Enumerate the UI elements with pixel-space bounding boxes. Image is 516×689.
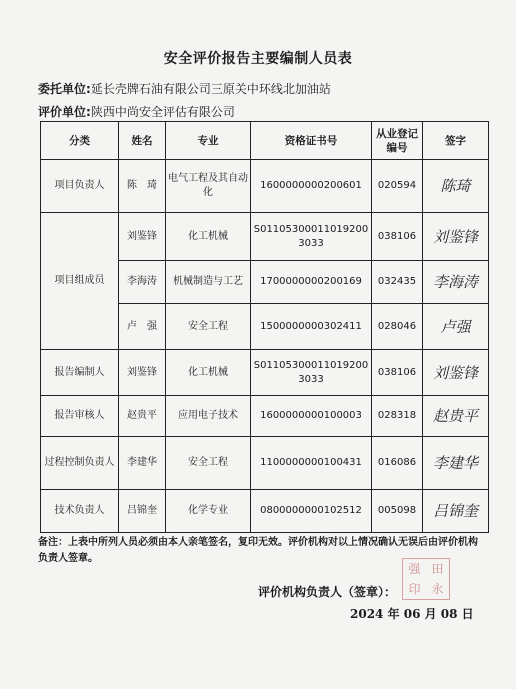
row-cert: 1700000000200169 xyxy=(251,261,372,304)
row-name: 刘鉴锋 xyxy=(119,213,166,261)
row-cert: 1500000000302411 xyxy=(251,304,372,350)
evaluator-line xyxy=(38,103,235,120)
row-signature: 赵贵平 xyxy=(423,396,489,437)
header-reg: 从业登记编号 xyxy=(372,122,423,160)
row-signature: 陈琦 xyxy=(423,160,489,213)
responsible-person-label: 评价机构负责人（签章）： xyxy=(258,585,397,599)
header-major: 专业 xyxy=(166,122,251,160)
row-reg: 038106 xyxy=(372,213,423,261)
row-category: 技术负责人 xyxy=(41,490,119,533)
row-reg: 005098 xyxy=(372,490,423,533)
row-category: 报告审核人 xyxy=(41,396,119,437)
row-reg: 038106 xyxy=(372,350,423,396)
row-signature: 卢强 xyxy=(423,304,489,350)
document-title: 安全评价报告主要编制人员表 xyxy=(163,51,353,67)
row-signature: 李海涛 xyxy=(423,261,489,304)
table-header-row xyxy=(41,122,489,160)
row-major: 安全工程 xyxy=(166,304,251,350)
row-name: 卢 强 xyxy=(119,304,166,350)
header-category: 分类 xyxy=(41,122,119,160)
table-row xyxy=(41,160,489,213)
row-signature: 刘鉴锋 xyxy=(423,213,489,261)
table-row xyxy=(41,396,489,437)
row-major: 安全工程 xyxy=(166,437,251,490)
seal-stamp xyxy=(402,558,450,600)
row-name: 赵贵平 xyxy=(119,396,166,437)
row-name: 李海涛 xyxy=(119,261,166,304)
table-row xyxy=(41,350,489,396)
evaluator-value: 陕西中尚安全评估有限公司 xyxy=(90,105,235,119)
row-name: 吕锦奎 xyxy=(119,490,166,533)
table-row xyxy=(41,437,489,490)
row-major: 化学专业 xyxy=(166,490,251,533)
row-category: 项目组成员 xyxy=(41,213,119,350)
stamp-char: 田 xyxy=(431,562,444,576)
row-major: 化工机械 xyxy=(166,213,251,261)
table-row xyxy=(41,490,489,533)
table-row xyxy=(41,213,489,261)
signature-date: 2024 年 06 月 08 日 xyxy=(350,607,474,621)
client-line xyxy=(38,80,331,97)
row-signature: 吕锦奎 xyxy=(423,490,489,533)
row-major: 应用电子技术 xyxy=(166,396,251,437)
stamp-char: 永 xyxy=(431,582,444,596)
row-cert: 1100000000100431 xyxy=(251,437,372,490)
header-signature: 签字 xyxy=(423,122,489,160)
stamp-char: 印 xyxy=(408,582,421,596)
client-value: 延长壳牌石油有限公司三原关中环线北加油站 xyxy=(90,82,331,96)
row-major: 机械制造与工艺 xyxy=(166,261,251,304)
row-reg: 032435 xyxy=(372,261,423,304)
row-category: 过程控制负责人 xyxy=(41,437,119,490)
row-name: 陈 琦 xyxy=(119,160,166,213)
row-reg: 028318 xyxy=(372,396,423,437)
row-cert: 0800000000102512 xyxy=(251,490,372,533)
footnote: 备注：上表中所列人员必须由本人亲笔签名，复印无效。评价机构对以上情况确认无误后由评价机构负责人签章。 xyxy=(38,537,478,564)
personnel-table xyxy=(40,121,489,533)
row-major: 电气工程及其自动化 xyxy=(166,160,251,213)
row-category: 报告编制人 xyxy=(41,350,119,396)
client-label: 委托单位: xyxy=(38,82,91,96)
row-category: 项目负责人 xyxy=(41,160,119,213)
row-reg: 020594 xyxy=(372,160,423,213)
row-cert: S011053000110192003033 xyxy=(251,350,372,396)
row-cert: 1600000000200601 xyxy=(251,160,372,213)
header-name: 姓名 xyxy=(119,122,166,160)
row-cert: 1600000000100003 xyxy=(251,396,372,437)
evaluator-label: 评价单位: xyxy=(38,105,91,119)
row-signature: 李建华 xyxy=(423,437,489,490)
row-reg: 028046 xyxy=(372,304,423,350)
row-cert: S011053000110192003033 xyxy=(251,213,372,261)
stamp-char: 强 xyxy=(408,562,421,576)
row-name: 李建华 xyxy=(119,437,166,490)
row-signature: 刘鉴锋 xyxy=(423,350,489,396)
row-major: 化工机械 xyxy=(166,350,251,396)
row-reg: 016086 xyxy=(372,437,423,490)
header-cert: 资格证书号 xyxy=(251,122,372,160)
row-name: 刘鉴锋 xyxy=(119,350,166,396)
